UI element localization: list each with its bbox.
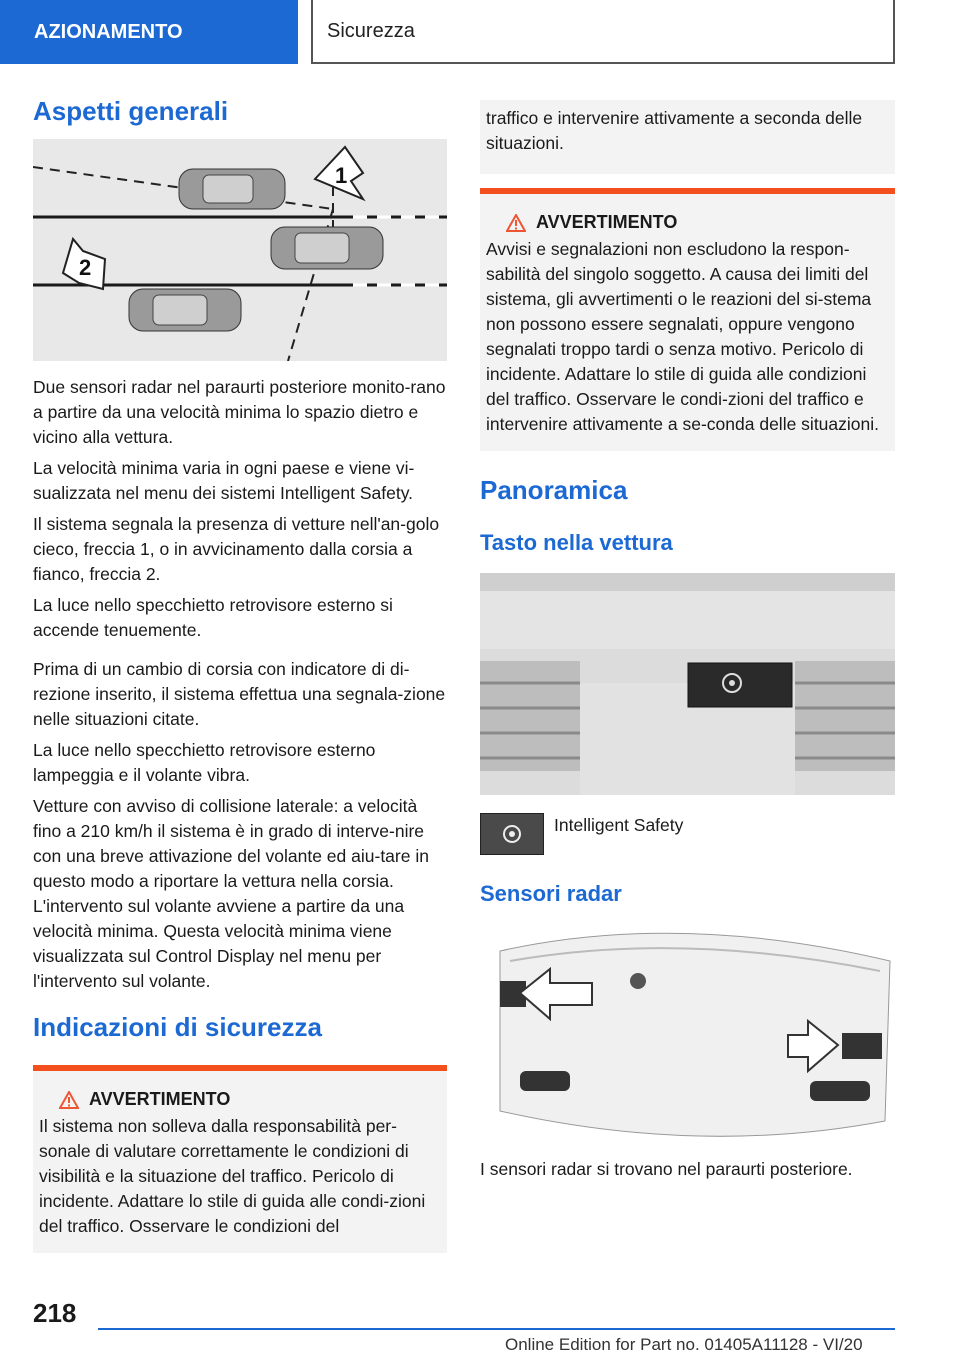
warning-header-2 <box>486 212 889 233</box>
dashboard-illustration <box>480 573 895 795</box>
chapter-header <box>311 0 895 64</box>
page-number: 218 <box>33 1298 77 1328</box>
chapter-label: Sicurezza <box>327 19 415 42</box>
button-label: Intelligent Safety <box>554 814 684 835</box>
warning-text-2: Avvisi e segnalazioni non escludono la respon-sabilità del singolo soggetto. A causa dei limiti del sistema, gli avvertimenti o le reazioni del si-stema non possono essere segnalati, oppure vengono segnalati troppo tardi o senza motivo. Pericolo di incidente. Adattare lo stile di guida alle condizioni del traffico. Osservare le condi-zioni del traffico e intervenire attivamente a se-conda delle situazioni. <box>486 239 879 434</box>
paragraph-6: La luce nello specchietto retrovisore esterno lampeggia e il volante vibra. <box>33 740 376 786</box>
radar-title: Sensori radar <box>480 880 622 906</box>
section-label: AZIONAMENTO <box>34 20 183 43</box>
paragraph-5: Prima di un cambio di corsia con indicatore di di-rezione inserito, il sistema effettua una segnala-zione nelle situazioni citate. <box>33 659 446 730</box>
warning-label-1: AVVERTIMENTO <box>89 1089 231 1110</box>
car-top <box>179 169 285 209</box>
general-title: Aspetti generali <box>33 96 229 126</box>
edition-text: Online Edition for Part no. 01405A11128 - VI/20 <box>505 1335 863 1354</box>
radar-text: I sensori radar si trovano nel paraurti posteriore. <box>480 1158 853 1179</box>
dashboard-button-photo <box>480 573 895 795</box>
intelligent-safety-button-icon <box>480 813 544 855</box>
warning-box-2 <box>480 188 895 451</box>
warning-header-1 <box>39 1089 441 1110</box>
warning-label-2: AVVERTIMENTO <box>536 212 678 232</box>
left-column <box>33 96 447 1253</box>
warning-triangle-icon <box>59 1091 79 1109</box>
svg-text:1: 1 <box>335 163 348 189</box>
paragraph-1: Due sensori radar nel paraurti posteriore monito-rano a partire da una velocità minima lo spazio dietro e vicino alla vettura. <box>33 377 446 448</box>
footer-divider <box>98 1328 895 1330</box>
right-column <box>480 100 895 1188</box>
overview-title: Panoramica <box>480 475 628 505</box>
car-rear-illustration <box>480 921 895 1143</box>
road-diagram <box>33 139 447 361</box>
paragraph-7: Vetture con avviso di collisione laterale: a velocità fino a 210 km/h il sistema è in grado di interve-nire con una breve attivazione del volante ed aiu-tare in questo modo a riportare la vettura nella corsia. L'intervento sul volante avviene a partire da una velocità minima. Questa velocità minima viene visualizzata sul Control Display nel menu per l'intervento sul volante. <box>33 796 429 992</box>
radar-sensor-illustration <box>480 921 895 1143</box>
svg-text:2: 2 <box>79 255 92 281</box>
safety-title: Indicazioni di sicurezza <box>33 1012 322 1043</box>
button-row <box>480 813 895 855</box>
car-bottom <box>129 289 241 331</box>
paragraph-3: Il sistema segnala la presenza di vetture nell'an-golo cieco, freccia 1, o in avvicinamento dalla corsia a fianco, freccia 2. <box>33 514 440 585</box>
continued-text: traffico e intervenire attivamente a seconda delle situazioni. <box>486 108 863 153</box>
warning-triangle-icon <box>506 214 526 232</box>
car-middle <box>271 227 383 269</box>
section-tab <box>0 0 298 64</box>
paragraph-4: La luce nello specchietto retrovisore esterno si accende tenuemente. <box>33 595 393 641</box>
continued-warning <box>480 100 895 174</box>
safety-icon <box>502 824 522 844</box>
warning-box-1 <box>33 1065 447 1253</box>
paragraph-2: La velocità minima varia in ogni paese e viene vi-sualizzata nel menu dei sistemi Intelligent Safety. <box>33 458 415 504</box>
button-title: Tasto nella vettura <box>480 530 673 556</box>
blind-spot-illustration <box>33 139 447 361</box>
warning-text-1: Il sistema non solleva dalla responsabilità per-sonale di valutare correttamente le condizioni di visibilità e la situazione del traffico. Pericolo di incidente. Adattare lo stile di guida alle condi-zioni del traffico. Osservare le condizioni del <box>39 1116 426 1237</box>
